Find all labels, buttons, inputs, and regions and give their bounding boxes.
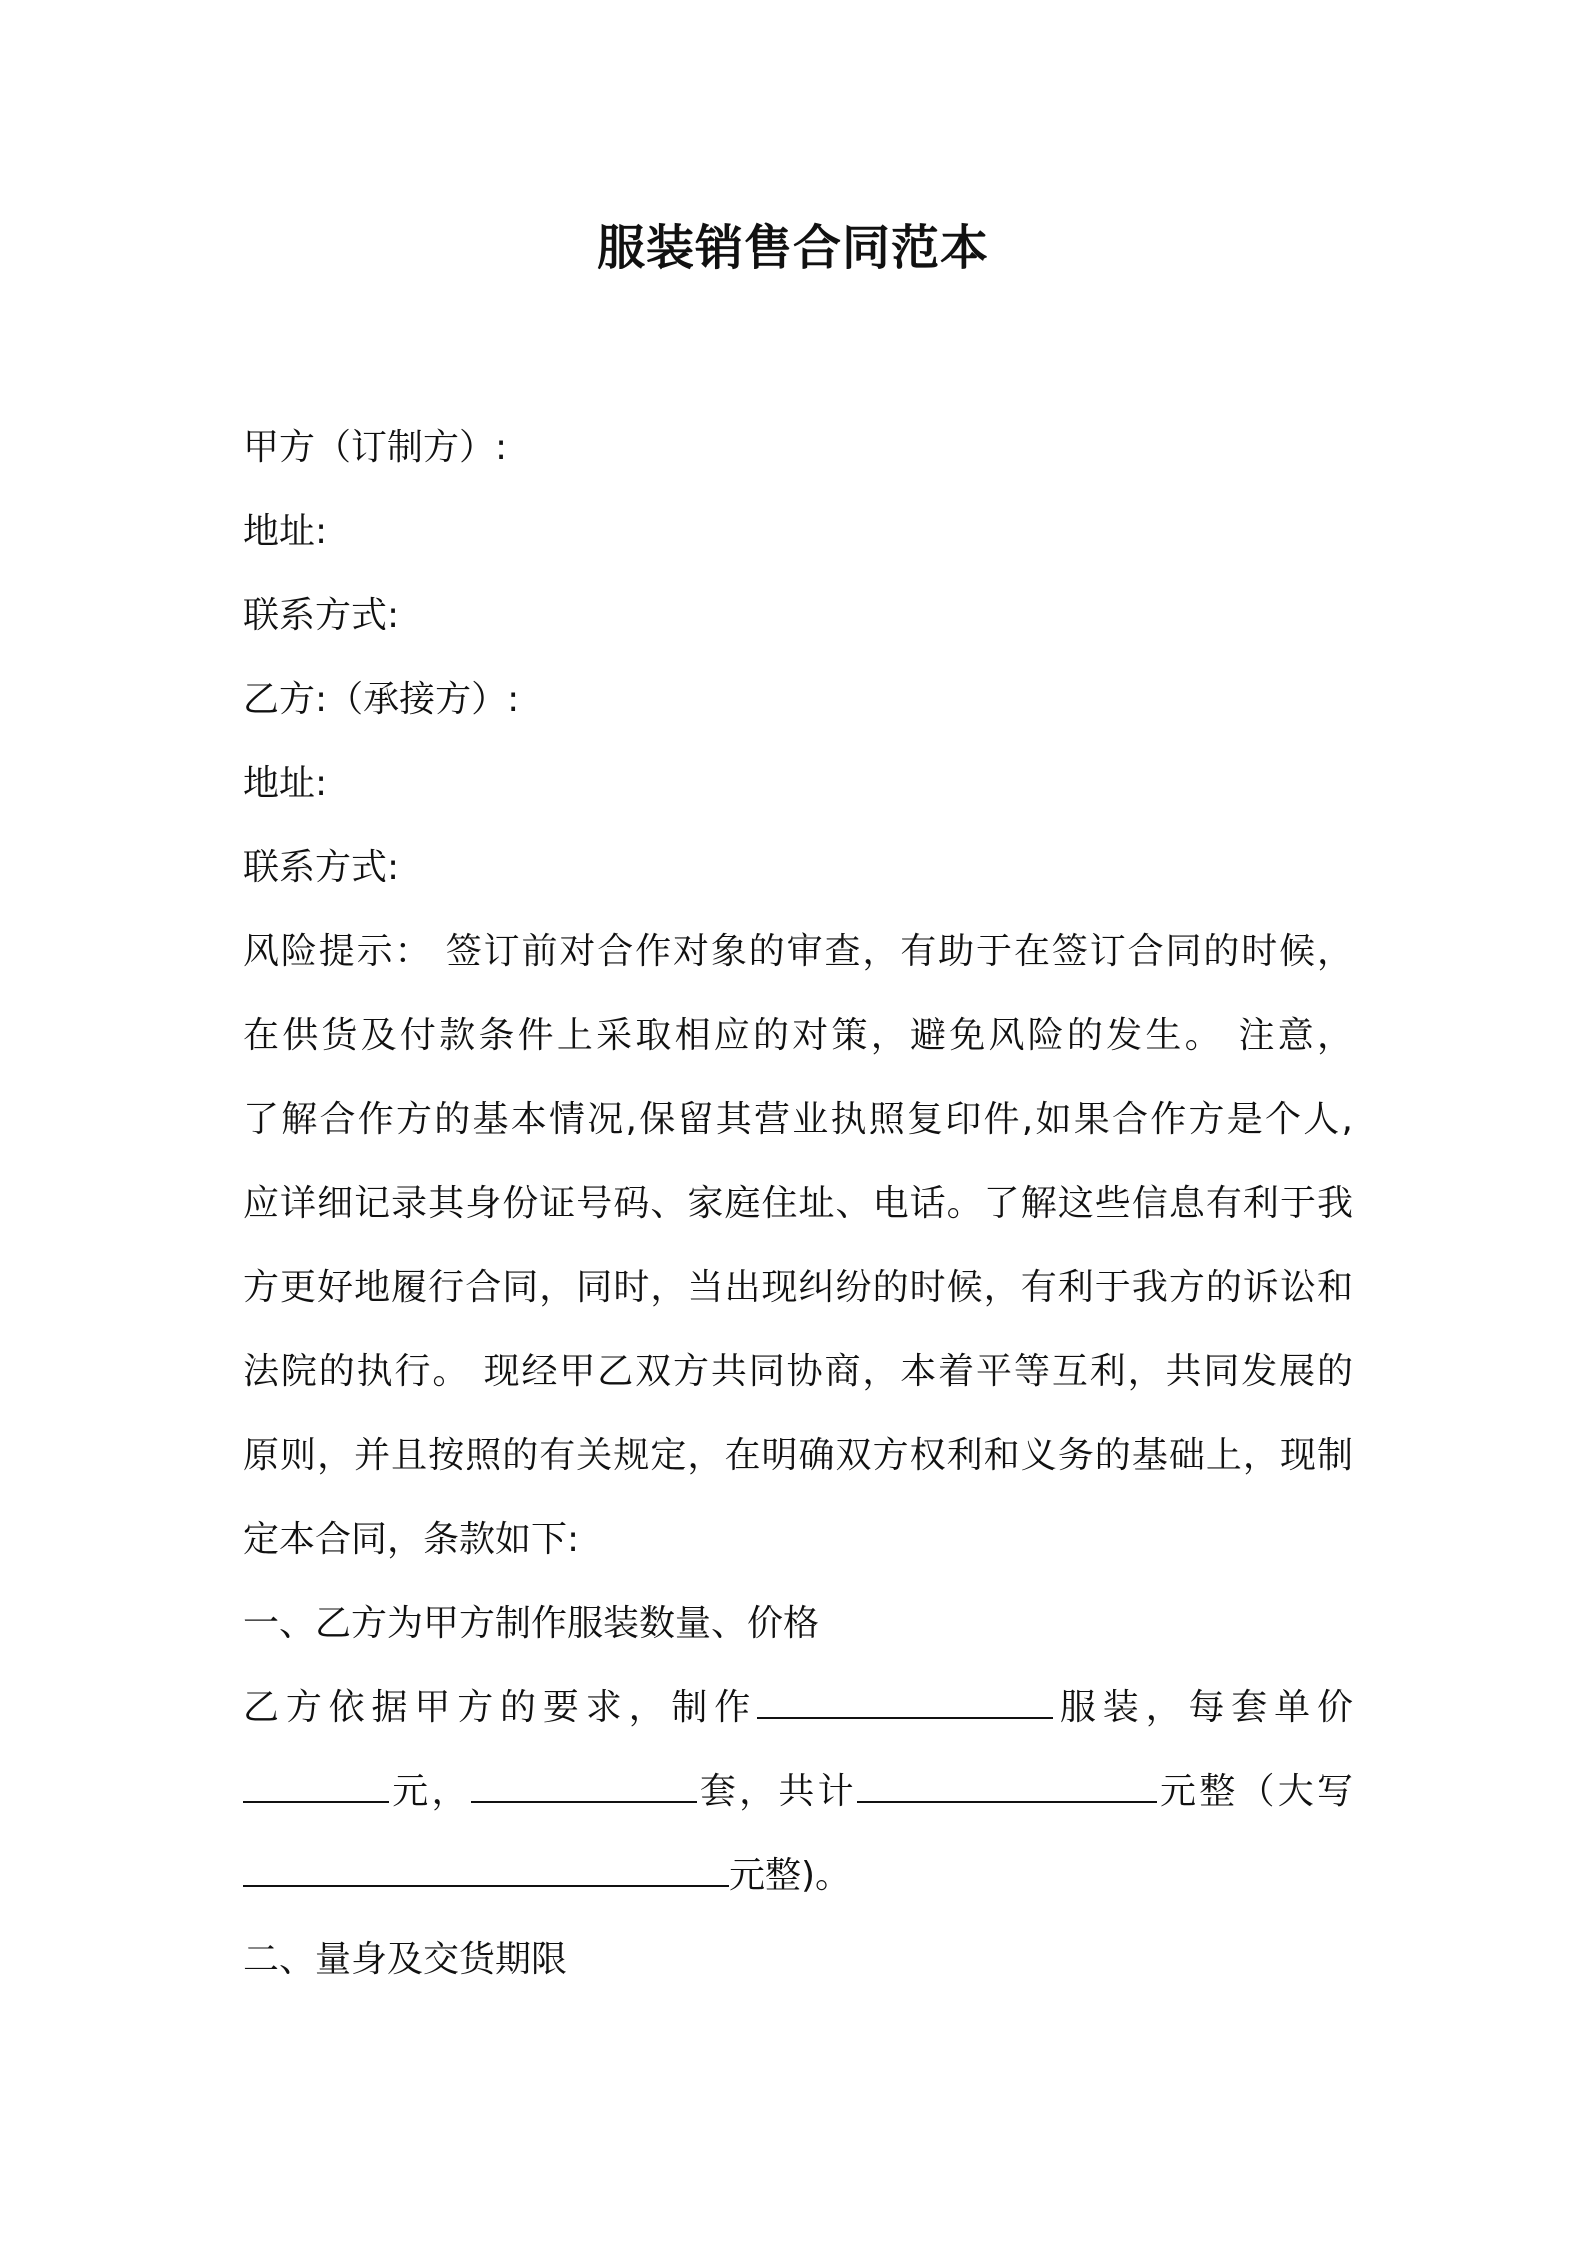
party-b-address: 地址: bbox=[243, 763, 328, 804]
document-title: 服装销售合同范本 bbox=[596, 220, 989, 276]
quantity-blank bbox=[471, 1800, 697, 1803]
section-1-text: 服装，每套单价 bbox=[1053, 1687, 1353, 1728]
total-amount-blank bbox=[857, 1800, 1157, 1803]
section-1-text: 元， bbox=[389, 1771, 471, 1812]
risk-line: 应详细记录其身份证号码、家庭住址、电话。了解这些信息有利于我 bbox=[243, 1183, 1353, 1224]
party-a-label: 甲方（订制方）: bbox=[243, 427, 508, 468]
party-a-address: 地址: bbox=[243, 511, 328, 552]
section-1-heading: 一、乙方为甲方制作服装数量、价格 bbox=[243, 1603, 820, 1644]
party-a-contact: 联系方式: bbox=[243, 595, 400, 636]
risk-line: 法院的执行。 现经甲乙双方共同协商，本着平等互利，共同发展的 bbox=[243, 1351, 1353, 1392]
section-1-text: 元整)。 bbox=[729, 1855, 852, 1896]
risk-line: 风险提示： 签订前对合作对象的审查，有助于在签订合同的时候， bbox=[243, 931, 1353, 972]
amount-in-words-blank bbox=[243, 1884, 729, 1887]
risk-line: 方更好地履行合同，同时，当出现纠纷的时候，有利于我方的诉讼和 bbox=[243, 1267, 1353, 1308]
section-1-line-1 bbox=[243, 1666, 1353, 1750]
risk-notice-paragraph bbox=[243, 910, 1353, 1582]
unit-price-blank bbox=[243, 1800, 389, 1803]
risk-line: 在供货及付款条件上采取相应的对策，避免风险的发生。 注意， bbox=[243, 1015, 1353, 1056]
party-b-contact: 联系方式: bbox=[243, 847, 400, 888]
section-2-heading: 二、量身及交货期限 bbox=[243, 1939, 568, 1980]
garment-type-blank bbox=[757, 1716, 1053, 1719]
section-1-line-3 bbox=[243, 1834, 1353, 1918]
risk-line: 原则，并且按照的有关规定，在明确双方权利和义务的基础上，现制 bbox=[243, 1435, 1353, 1476]
party-b-label: 乙方:（承接方）: bbox=[243, 679, 520, 720]
section-1-text: 元整（大写 bbox=[1156, 1771, 1353, 1812]
section-1-text: 套，共计 bbox=[696, 1771, 857, 1812]
risk-line: 了解合作方的基本情况,保留其营业执照复印件,如果合作方是个人, bbox=[243, 1099, 1353, 1140]
section-1-line-2 bbox=[243, 1750, 1353, 1834]
document-body bbox=[243, 406, 1353, 2002]
risk-line: 定本合同，条款如下: bbox=[243, 1519, 580, 1560]
section-1-text: 乙方依据甲方的要求，制作 bbox=[243, 1687, 758, 1728]
